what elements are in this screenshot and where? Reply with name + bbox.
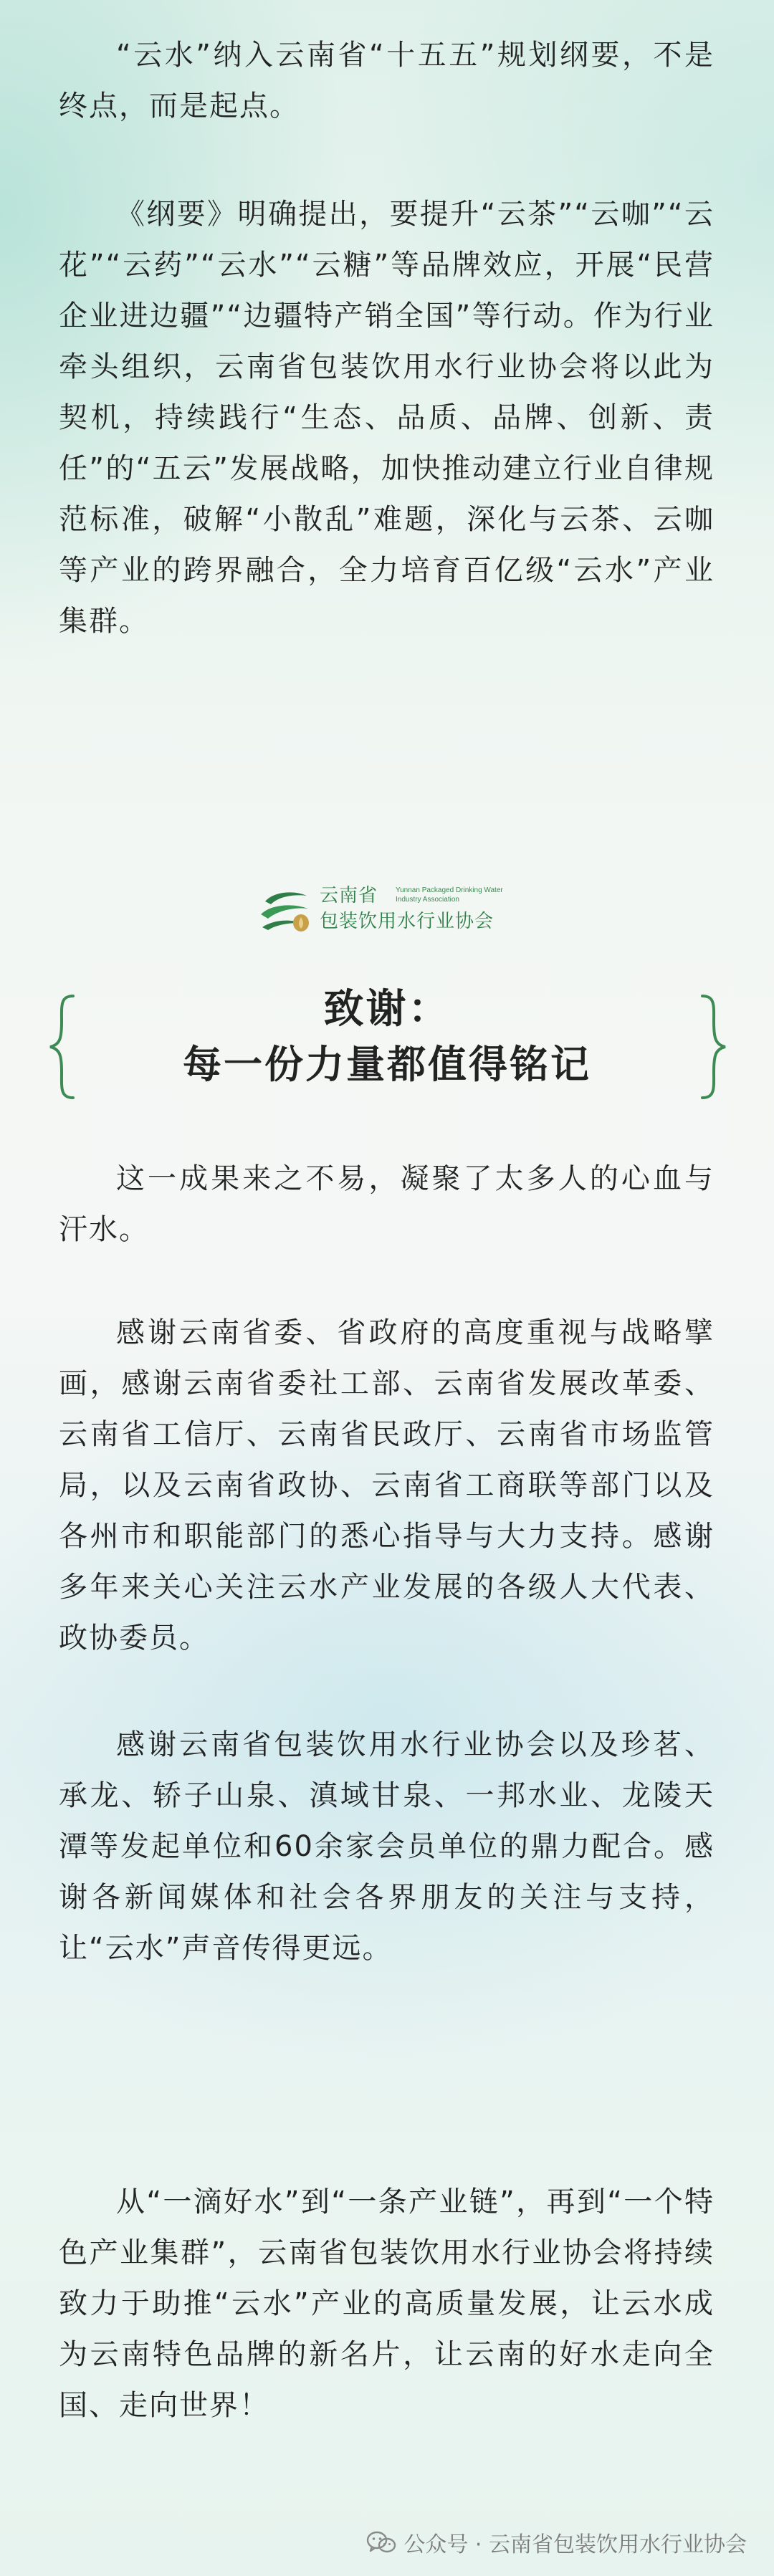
paragraph-outline: 《纲要》明确提出，要提升“云茶”“云咖”“云花”“云药”“云水”“云糖”等品牌效应，开展“民营企业进边疆”“边疆特产销全国”等行动。作为行业牵头组织，云南省包装饮用水行业协会将以此为契机，持续践行“生态、品质、品牌、创新、责任”的“五云”发展战略，加快推动建立行业自律规范标准，破解“小散乱”难题，深化与云茶、云咖等产业的跨界融合，全力培育百亿级“云水”产业集群。 — [59, 198, 715, 638]
wechat-account-name: 公众号 · 云南省包装饮用水行业协会 — [403, 2532, 747, 2557]
wechat-icon — [366, 2530, 396, 2555]
paragraph-thanks-members: 感谢云南省包装饮用水行业协会以及珍茗、承龙、轿子山泉、滇域甘泉、一邦水业、龙陵天潭等发起单位和60余家会员单位的鼎力配合。感谢各新闻媒体和社会各界朋友的关注与支持，让“云水”声音传得更远。 — [59, 1728, 715, 1965]
paragraph-thanks-government: 感谢云南省委、省政府的高度重视与战略擘画，感谢云南省委社工部、云南省发展改革委、云南省工信厅、云南省民政厅、云南省市场监管局，以及云南省政协、云南省工商联等部门以及各州市和职能部门的悉心指导与大力支持。感谢多年来关心关注云水产业发展的各级人大代表、政协委员。 — [59, 1316, 715, 1655]
association-logo — [258, 883, 516, 937]
logo-name-top: 云南省 — [320, 885, 378, 906]
logo-english-name: Yunnan Packaged Drinking Water Industry Association — [396, 886, 503, 904]
paragraph-intro: “云水”纳入云南省“十五五”规划纲要，不是终点，而是起点。 — [59, 39, 715, 123]
right-brace-ornament — [695, 993, 731, 1101]
section-heading-subtitle: 每一份力量都值得铭记 — [183, 1041, 591, 1087]
paragraph-closing: 从“一滴好水”到“一条产业链”，再到“一个特色产业集群”，云南省包装饮用水行业协会将持续致力于助推“云水”产业的高质量发展，让云水成为云南特色品牌的新名片，让云南的好水走向全国、走向世界！ — [59, 2185, 715, 2422]
paragraph-thanks-intro: 这一成果来之不易，凝聚了太多人的心血与汗水。 — [59, 1162, 715, 1246]
logo-name-bottom: 包装饮用水行业协会 — [320, 911, 494, 932]
section-heading-title: 致谢： — [323, 985, 451, 1033]
left-brace-ornament — [44, 993, 80, 1101]
association-logo-icon — [258, 886, 312, 933]
wechat-account-footer[interactable] — [366, 2528, 747, 2557]
